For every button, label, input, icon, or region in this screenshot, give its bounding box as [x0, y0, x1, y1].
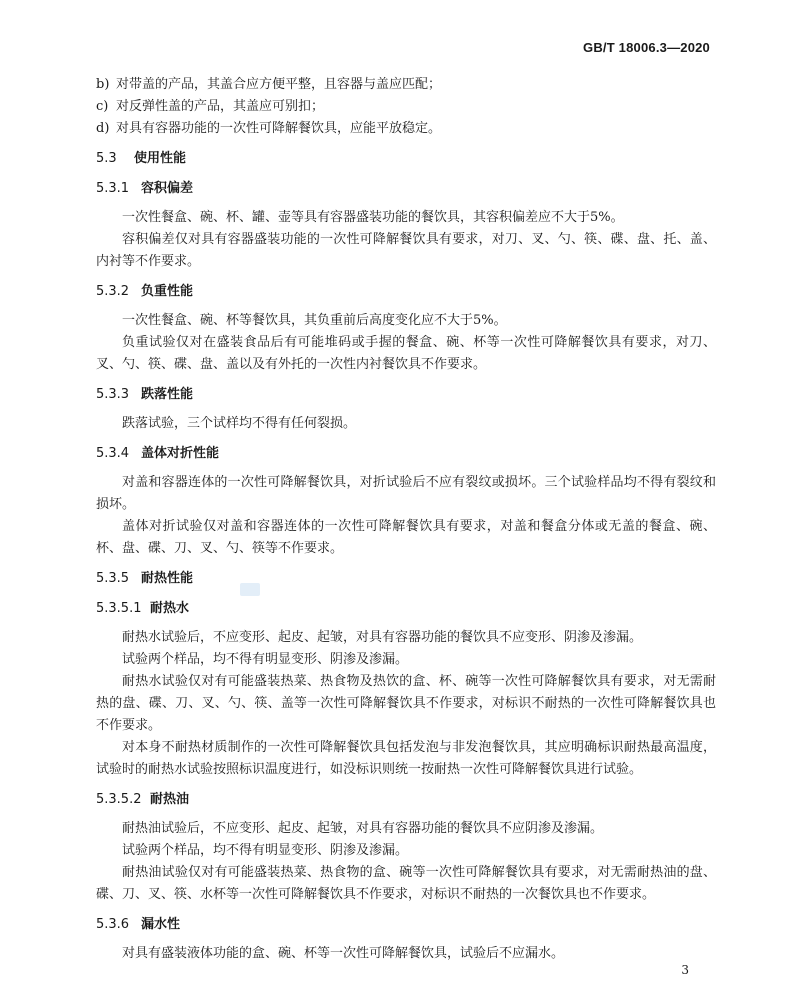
list-item-text: 对具有容器功能的一次性可降解餐饮具，应能平放稳定。: [116, 121, 442, 136]
section-title: 耐热油: [150, 792, 190, 807]
section-title: 跌落性能: [141, 387, 194, 402]
paragraph: 对具有盛装液体功能的盒、碗、杯等一次性可降解餐饮具，试验后不应漏水。: [122, 946, 565, 961]
paragraph: 试验两个样品，均不得有明显变形、阴渗及渗漏。: [122, 843, 409, 858]
section-title: 使用性能: [134, 151, 187, 166]
section-number: 5.3.4: [96, 446, 130, 461]
paragraph: 耐热水试验仅对有可能盛装热菜、热食物及热饮的盒、杯、碗等一次性可降解餐饮具有要求，对无需耐热的盘、碟、刀、叉、勺、筷、盖等一次性可降解餐饮具不作要求，对标识不耐热的一次性可降解餐饮具也不作要求。: [96, 674, 716, 733]
paragraph: 对本身不耐热材质制作的一次性可降解餐饮具包括发泡与非发泡餐饮具，其应明确标识耐热最高温度，试验时的耐热水试验按照标识温度进行，如没标识则统一按耐热一次性可降解餐饮具进行试验。: [96, 740, 716, 777]
section-heading-5-3-5-1: [96, 598, 716, 620]
paragraph: 耐热水试验后，不应变形、起皮、起皱，对具有容器功能的餐饮具不应变形、阴渗及渗漏。: [122, 630, 643, 645]
paragraph: 耐热油试验后，不应变形、起皮、起皱，对具有容器功能的餐饮具不应阴渗及渗漏。: [122, 821, 604, 836]
watermark-logo: [240, 583, 260, 596]
page-number: 3: [681, 963, 689, 977]
paragraph: 对盖和容器连体的一次性可降解餐饮具，对折试验后不应有裂纹或损坏。三个试验样品均不得有裂纹和损坏。: [96, 475, 716, 512]
section-heading-5-3-6: [96, 914, 716, 936]
section-heading-5-3-2: [96, 281, 716, 303]
section-number: 5.3.5.2: [96, 792, 142, 807]
list-item-text: 对带盖的产品，其盖合应方便平整，且容器与盖应匹配；: [116, 77, 442, 92]
section-title: 容积偏差: [141, 181, 194, 196]
section-heading-5-3-5-2: [96, 789, 716, 811]
section-heading-5-3-5: [96, 568, 716, 590]
standard-code: GB/T 18006.3—2020: [583, 40, 710, 55]
list-marker: c): [96, 99, 109, 114]
section-number: 5.3.5.1: [96, 601, 142, 616]
section-heading-5-3-1: [96, 178, 716, 200]
section-title: 盖体对折性能: [141, 446, 220, 461]
section-number: 5.3: [96, 151, 117, 166]
section-number: 5.3.3: [96, 387, 130, 402]
paragraph: 一次性餐盒、碗、杯、罐、壶等具有容器盛装功能的餐饮具，其容积偏差应不大于5%。: [122, 210, 624, 225]
section-number: 5.3.5: [96, 571, 130, 586]
list-item: [96, 74, 716, 96]
paragraph: 跌落试验，三个试样均不得有任何裂损。: [122, 416, 357, 431]
paragraph: 负重试验仅对在盛装食品后有可能堆码或手握的餐盒、碗、杯等一次性可降解餐饮具有要求，对刀、叉、勺、筷、碟、盘、盖以及有外托的一次性内衬餐饮具不作要求。: [96, 335, 716, 372]
page-content: [96, 74, 716, 965]
section-heading-5-3-3: [96, 384, 716, 406]
list-item: [96, 96, 716, 118]
section-number: 5.3.6: [96, 917, 130, 932]
section-title: 耐热水: [150, 601, 190, 616]
section-number: 5.3.2: [96, 284, 130, 299]
section-title: 耐热性能: [141, 571, 194, 586]
list-item-text: 对反弹性盖的产品，其盖应可别扣；: [116, 99, 325, 114]
paragraph: 耐热油试验仅对有可能盛装热菜、热食物的盒、碗等一次性可降解餐饮具有要求，对无需耐热油的盘、碟、刀、叉、筷、水杯等一次性可降解餐饮具不作要求，对标识不耐热的一次餐饮具也不作要求。: [96, 865, 716, 902]
list-item: [96, 118, 716, 140]
list-marker: b): [96, 77, 110, 92]
section-title: 漏水性: [141, 917, 181, 932]
section-number: 5.3.1: [96, 181, 130, 196]
paragraph: 盖体对折试验仅对盖和容器连体的一次性可降解餐饮具有要求，对盖和餐盒分体或无盖的餐盒、碗、杯、盘、碟、刀、叉、勺、筷等不作要求。: [96, 519, 716, 556]
section-title: 负重性能: [141, 284, 194, 299]
paragraph: 试验两个样品，均不得有明显变形、阴渗及渗漏。: [122, 652, 409, 667]
paragraph: 容积偏差仅对具有容器盛装功能的一次性可降解餐饮具有要求，对刀、叉、勺、筷、碟、盘、托、盖、内衬等不作要求。: [96, 232, 716, 269]
section-heading-5-3-4: [96, 443, 716, 465]
list-marker: d): [96, 121, 110, 136]
section-heading-5-3: [96, 148, 716, 170]
paragraph: 一次性餐盒、碗、杯等餐饮具，其负重前后高度变化应不大于5%。: [122, 313, 507, 328]
